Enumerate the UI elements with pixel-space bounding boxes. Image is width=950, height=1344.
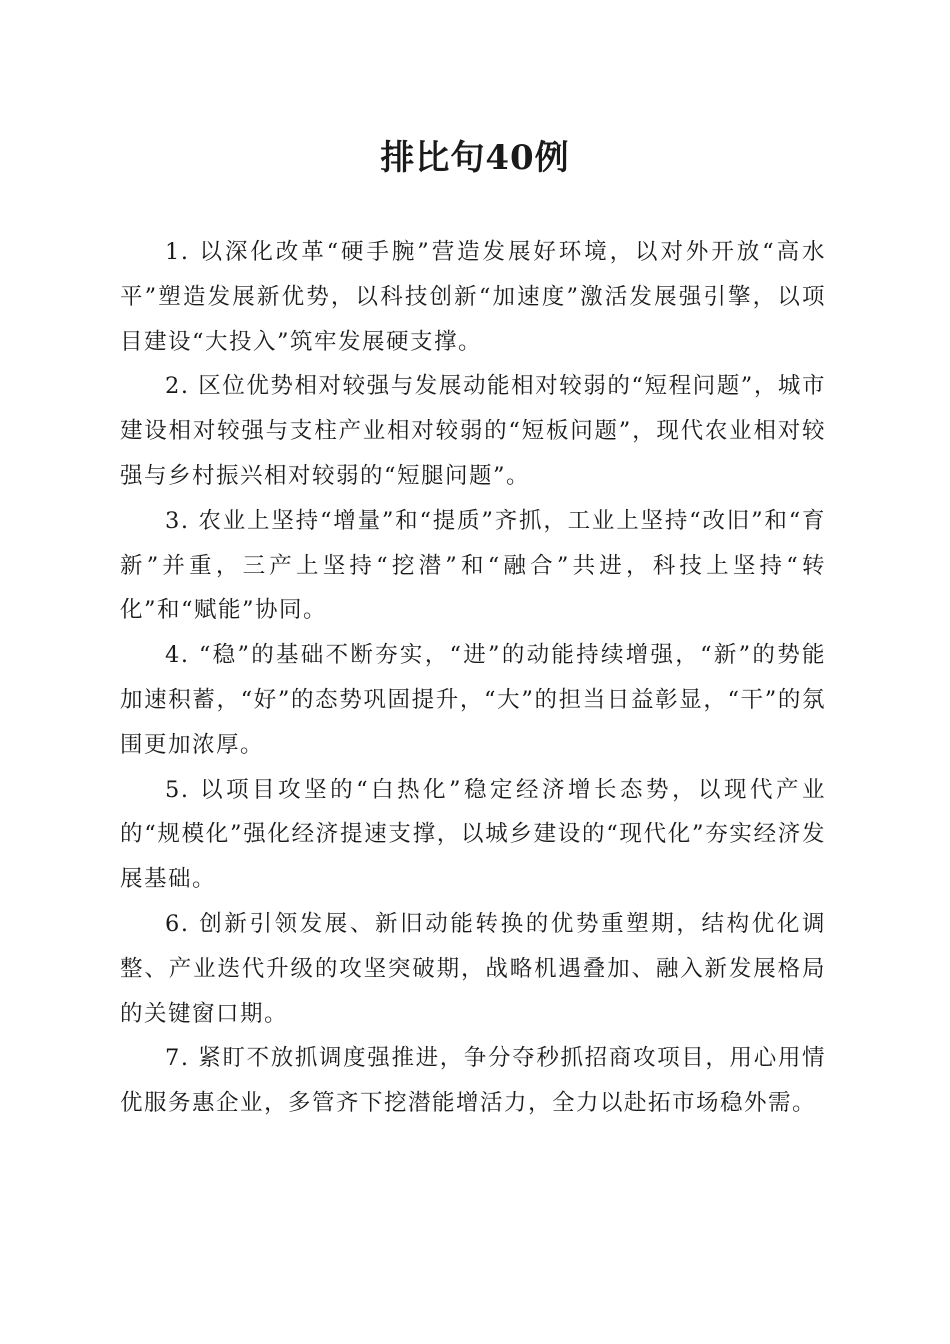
- paragraph-7: 7. 紧盯不放抓调度强推进，争分夺秒抓招商攻项目，用心用情优服务惠企业，多管齐下挖潜能增活力，全力以赴拓市场稳外需。: [120, 1045, 826, 1117]
- paragraph-2: 2. 区位优势相对较强与发展动能相对较弱的“短程问题”，城市建设相对较强与支柱产业相对较弱的“短板问题”，现代农业相对较强与乡村振兴相对较弱的“短腿问题”。: [120, 373, 826, 489]
- paragraph-3: 3. 农业上坚持“增量”和“提质”齐抓，工业上坚持“改旧”和“育新”并重，三产上坚持“挖潜”和“融合”共进，科技上坚持“转化”和“赋能”协同。: [120, 507, 826, 624]
- paragraph-1: 1. 以深化改革“硬手腕”营造发展好环境，以对外开放“高水平”塑造发展新优势，以科技创新“加速度”激活发展强引擎，以项目建设“大投入”筑牢发展硬支撑。: [120, 239, 826, 355]
- paragraph-5: 5. 以项目攻坚的“白热化”稳定经济增长态势，以现代产业的“规模化”强化经济提速支撑，以城乡建设的“现代化”夯实经济发展基础。: [120, 776, 826, 893]
- document-body: [120, 230, 826, 1126]
- document-title: 排比句40例: [380, 138, 570, 178]
- paragraph-4: 4. “稳”的基础不断夯实，“进”的动能持续增强，“新”的势能加速积蓄，“好”的态势巩固提升，“大”的担当日益彰显，“干”的氛围更加浓厚。: [120, 642, 826, 758]
- paragraph-6: 6. 创新引领发展、新旧动能转换的优势重塑期，结构优化调整、产业迭代升级的攻坚突破期，战略机遇叠加、融入新发展格局的关键窗口期。: [120, 910, 826, 1027]
